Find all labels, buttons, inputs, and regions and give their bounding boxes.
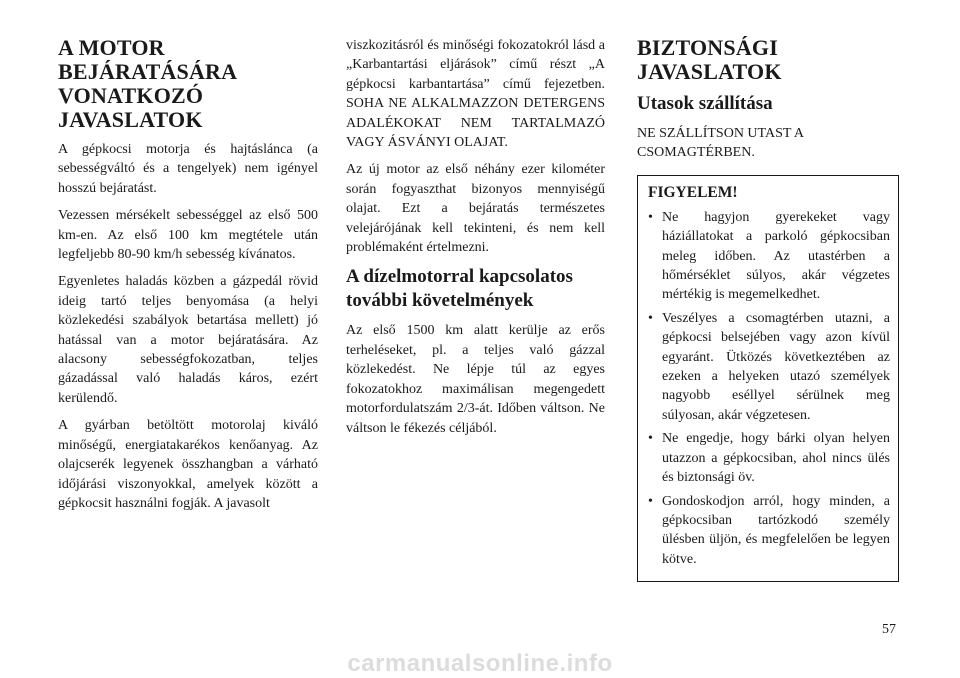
warning-list	[648, 208, 890, 569]
column-middle	[346, 0, 605, 446]
watermark: carmanualsonline.info	[347, 650, 613, 677]
page-number: 57	[882, 622, 896, 637]
paragraph: Az új motor az első néhány ezer kilométer során fogyaszthat bizonyos mennyiségű olajat. Ezt a bejáratás természetes velejárójának kell tekinteni, és nem kell problémaként értelmezni.	[346, 162, 605, 256]
warning-item: • Ne engedje, hogy bárki olyan helyen utazzon a gépkocsiban, ahol nincs ülés és biztonsági öv.	[648, 431, 890, 486]
section-title-safety: BIZTONSÁGI JAVASLATOK	[637, 35, 782, 84]
bullet-icon: •	[648, 431, 653, 447]
warning-item: • Ne hagyjon gyerekeket vagy háziállatokat a parkoló gépkocsiban meleg időben. Az utastérben a hőmérséklet súlyos, akár végzetes mértékig is megemelkedhet.	[648, 209, 890, 303]
paragraph: A gyárban betöltött motorolaj kiváló minőségű, energiatakarékos kenőanyag. Az olajcserék legyenek összhangban a várható időjárási viszonyokkal, amelyek között a gépkocsit használni fogják. A javasolt	[58, 418, 318, 511]
bullet-icon: •	[648, 493, 653, 509]
section-title-diesel: A dízelmotorral kapcsolatos további követelmények	[346, 266, 573, 312]
subsection-title-passengers: Utasok szállítása	[637, 93, 773, 114]
column-left	[58, 0, 318, 521]
paragraph: NE SZÁLLÍTSON UTAST A CSOMAGTÉRBEN.	[637, 126, 804, 161]
paragraph: Az első 1500 km alatt kerülje az erős terheléseket, pl. a teljes való gázzal közlekedést. Ne lépje túl az egyes fokozatokhoz maximálisan megengedett motorfordulatszám 2/3-át. Időben váltson. Ne váltson le fékezés céljából.	[346, 323, 605, 436]
warning-item: • Veszélyes a csomagtérben utazni, a gépkocsi belsejében vagy azon kívül egyaránt. Ütközés következtében az ezeken a helyeken utazó személyek nagyobb eséllyel sérülnek meg súlyosan, akár végzetesen.	[648, 310, 890, 423]
paragraph-continued: viszkozitásról és minőségi fokozatokról lásd a „Karbantartási eljárások” című részt „A gépkocsi karbantartása” című fejezetben. SOHA NE ALKALMAZZON DETERGENS ADALÉKOKAT NEM TARTALMAZÓ VAGY ÁSVÁNYI OLAJAT.	[346, 38, 605, 151]
bullet-icon: •	[648, 310, 653, 326]
warning-item: • Gondoskodjon arról, hogy minden, a gépkocsiban tartózkodó személy ülésben üljön, és megfelelően be legyen kötve.	[648, 493, 890, 567]
paragraph: A gépkocsi motorja és hajtáslánca (a sebességváltó és a tengelyek) nem igényel hosszú bejáratást.	[58, 142, 318, 196]
column-right	[637, 0, 897, 582]
bullet-icon: •	[648, 209, 653, 225]
warning-box	[637, 175, 899, 582]
warning-title: FIGYELEM!	[648, 183, 738, 201]
section-title-engine-break-in: A MOTOR BEJÁRATÁSÁRA VONATKOZÓ JAVASLATOK	[58, 35, 237, 132]
paragraph: Egyenletes haladás közben a gázpedál rövid ideig tartó teljes benyomása (a helyi közlekedési szabályok betartása mellett) jó hatással van a motor bejáratására. Az alacsony sebességfokozatban, teljes gázadással való haladás káros, ezért kerülendő.	[58, 274, 318, 406]
paragraph: Vezessen mérsékelt sebességgel az első 500 km-en. Az első 100 km megtétele után legfeljebb 80-90 km/h sebesség kívánatos.	[58, 208, 318, 263]
